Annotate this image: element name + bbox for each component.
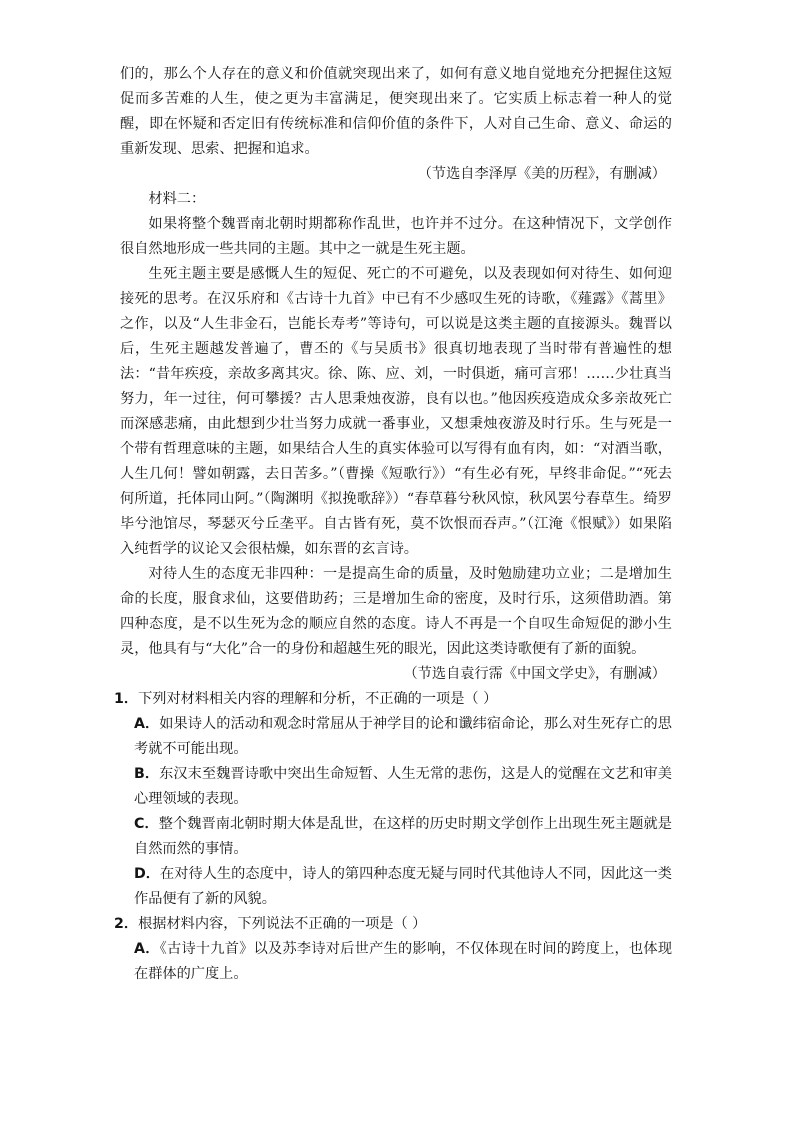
option-text: 东汉末至魏晋诗歌中突出生命短暂、人生无常的悲伤，这是人的觉醒在文艺和审美心理领域的表现。 <box>134 766 672 807</box>
option-letter: D． <box>134 866 161 882</box>
question-stem <box>114 687 672 712</box>
option-d[interactable] <box>134 862 672 912</box>
option-text: 如果诗人的活动和观念时常屈从于神学目的论和谶纬宿命论，那么对生死存亡的思考就不可能出现。 <box>134 716 672 757</box>
question-number: 1． <box>114 691 139 707</box>
question-text: 根据材料内容，下列说法不正确的一项是（ ） <box>138 916 427 932</box>
option-c[interactable] <box>134 812 672 862</box>
option-b[interactable] <box>134 762 672 812</box>
option-a[interactable] <box>134 937 672 987</box>
material1-tail-paragraph: 们的，那么个人存在的意义和价值就突现出来了，如何有意义地自觉地充分把握住这短促而多苦难的人生，使之更为丰富满足，便突现出来了。它实质上标志着一种人的觉醒，即在怀疑和否定旧有传统标准和信仰价值的条件下，人对自己生命、意义、命运的重新发现、思索、把握和追求。 <box>120 66 672 157</box>
document-body <box>114 62 673 987</box>
question-2 <box>114 912 673 987</box>
question-stem <box>114 912 672 937</box>
option-letter: A． <box>134 716 160 732</box>
material1-source: （节选自李泽厚《美的历程》，有删减） <box>417 166 666 182</box>
material2-paragraph: 对待人生的态度无非四种：一是提高生命的质量，及时勉励建功立业；二是增加生命的长度，服食求仙，这要借助药；三是增加生命的密度，及时行乐，这须借助酒。第四种态度，是不以生死为念的顺应自然的态度。诗人不再是一个自叹生命短促的渺小生灵，他具有与“大化”合一的身份和超越生死的眼光，因此这类诗歌便有了新的面貌。 <box>120 566 672 657</box>
material2-label: 材料二： <box>148 191 206 207</box>
option-text: 在对待人生的态度中，诗人的第四种态度无疑与同时代其他诗人不同，因此这一类作品便有了新的风貌。 <box>134 866 672 907</box>
option-a[interactable] <box>134 712 672 762</box>
material2-paragraph: 如果将整个魏晋南北朝时期都称作乱世，也许并不过分。在这种情况下，文学创作很自然地形成一些共同的主题。其中之一就是生死主题。 <box>120 216 672 257</box>
option-text: 《古诗十九首》以及苏李诗对后世产生的影响，不仅体现在时间的跨度上，也体现在群体的广度上。 <box>134 941 673 982</box>
question-text: 下列对材料相关内容的理解和分析，不正确的一项是（ ） <box>138 691 498 707</box>
material2-paragraph: 生死主题主要是感慨人生的短促、死亡的不可避免，以及表现如何对待生、如何迎接死的思考。在汉乐府和《古诗十九首》中已有不少感叹生死的诗歌，《薤露》《蒿里》之作，以及“人生非金石，岂能长寿考”等诗句，可以说是这类主题的直接源头。魏晋以后，生死主题越发普遍了，曹丕的《与吴质书》很真切地表现了当时带有普遍性的想法：“昔年疾疫，亲故多离其灾。徐、陈、应、刘，一时俱逝，痛可言邪！……少壮真当努力，年一过往，何可攀援？古人思秉烛夜游，良有以也。”他因疾疫造成众多亲故死亡而深感悲痛，由此想到少壮当努力成就一番事业，又想秉烛夜游及时行乐。生与死是一个带有哲理意味的主题，如果结合人生的真实体验可以写得有血有肉，如：“对酒当歌，人生几何！譬如朝露，去日苦多。”（曹操《短歌行》）“有生必有死，早终非命促。”“死去何所道，托体同山阿。”（陶渊明《拟挽歌辞》）“春草暮兮秋风惊，秋风罢兮春草生。绮罗毕兮池馆尽，琴瑟灭兮丘垄平。自古皆有死，莫不饮恨而吞声。”（江淹《恨赋》）如果陷入纯哲学的议论又会很枯燥，如东晋的玄言诗。 <box>120 266 672 557</box>
option-letter: A． <box>134 941 160 957</box>
option-letter: B． <box>134 766 160 782</box>
question-number: 2． <box>114 916 139 932</box>
option-text: 整个魏晋南北朝时期大体是乱世，在这样的历史时期文学创作上出现生死主题就是自然而然的事情。 <box>134 816 672 857</box>
question-1 <box>114 687 672 912</box>
material2-source: （节选自袁行霈《中国文学史》，有删减） <box>403 666 666 682</box>
option-letter: C． <box>134 816 159 832</box>
